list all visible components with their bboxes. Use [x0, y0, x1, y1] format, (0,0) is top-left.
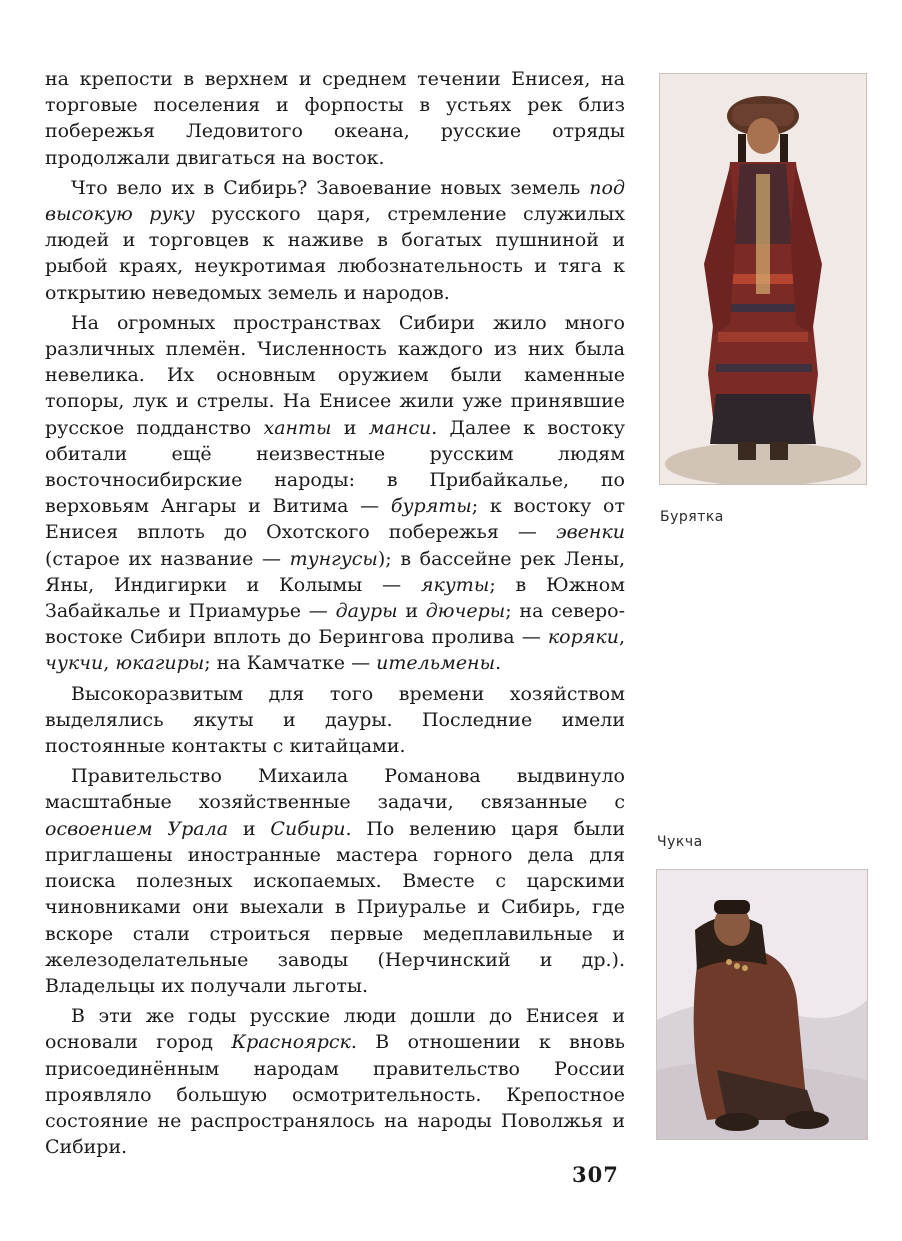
- italic-term: ханты: [263, 416, 332, 439]
- buryat-woman-picture: [660, 74, 866, 484]
- buryat-woman-illustration: [659, 73, 867, 485]
- paragraph: [45, 681, 625, 760]
- text-run: и: [331, 416, 369, 439]
- paragraph: [45, 175, 625, 306]
- text-run: и: [228, 817, 271, 840]
- paragraph: [45, 310, 625, 677]
- text-run: ; на Камчатке —: [204, 652, 377, 675]
- text-run: . По велению царя были приглашены иностранные мастера горного дела для поиска полезных ископаемых. Вместе с царскими чиновниками они выехали в Приуралье и Сибирь, где вскоре стали строиться первые медеплавильные и железоделательные заводы (Нерчинский и др.). Владельцы их получали льготы.: [45, 817, 625, 997]
- italic-term: освоением Урала: [45, 817, 229, 840]
- text-run: ; в Южном Забайкалье и Приамурье —: [45, 573, 625, 623]
- chukchi-man-picture: [657, 870, 867, 1139]
- text-run: ,: [103, 652, 116, 675]
- text-run: ); в бассейне рек Лены, Яны, Индигирки и Колымы —: [45, 547, 625, 596]
- italic-term: коряки: [547, 626, 619, 649]
- paragraph: [45, 763, 625, 999]
- italic-term: Сибири: [270, 817, 346, 840]
- text-run: На огромных пространствах Сибири жило много различных племён. Численность каждого из них была невелика. Их основным оружием были каменные топоры, лук и стрелы. На Енисее жили уже принявшие русское подданство: [45, 311, 625, 439]
- chukchi-caption: Чукча: [657, 834, 703, 850]
- text-run: Что вело их в Сибирь? Завоевание новых земель: [71, 176, 590, 199]
- italic-term: чукчи: [45, 652, 104, 675]
- text-run: В эти же годы русские люди дошли до Енисея и основали город: [45, 1005, 625, 1054]
- italic-term: Красноярск: [231, 1031, 351, 1054]
- buryat-caption: Бурятка: [660, 509, 724, 525]
- text-run: Высокоразвитым для того времени хозяйством выделялись якуты и дауры. Последние имели постоянные контакты с китайцами.: [45, 682, 625, 758]
- italic-term: под высокую руку: [45, 176, 625, 226]
- text-run: и: [397, 600, 426, 623]
- italic-term: дауры: [335, 600, 398, 623]
- text-run: русского царя, стремление служилых людей и торговцев к наживе в богатых пушниной и рыбой краях, неукротимая любознательность и тяга к открытию неведомых земель и народов.: [45, 203, 625, 304]
- italic-term: ительмены: [376, 652, 496, 675]
- italic-term: юкагиры: [115, 652, 205, 675]
- paragraph: [45, 1003, 625, 1160]
- italic-term: манси: [368, 416, 432, 439]
- italic-term: якуты: [420, 573, 490, 596]
- page-number: 307: [572, 1162, 619, 1187]
- text-run: ; на северо-востоке Сибири вплоть до Берингова пролива —: [45, 600, 625, 649]
- text-run: .: [495, 652, 502, 675]
- paragraph: [45, 66, 625, 171]
- text-run: (старое их название —: [45, 547, 290, 570]
- main-text: [45, 66, 625, 1164]
- text-run: . Далее к востоку обитали ещё неизвестные русским людям восточносибирские народы: в Прибайкалье, по верховьям Ангары и Витима —: [45, 416, 625, 518]
- italic-term: эвенки: [555, 521, 625, 544]
- italic-term: буряты: [390, 495, 472, 518]
- text-run: Правительство Михаила Романова выдвинуло масштабные хозяйственные задачи, связанные с: [45, 765, 625, 814]
- text-run: на крепости в верхнем и среднем течении Енисея, на торговые поселения и форпосты в устьях рек близ побережья Ледовитого океана, русские отряды продолжали двигаться на восток.: [45, 68, 625, 169]
- italic-term: тунгусы: [289, 547, 378, 570]
- text-run: ; к востоку от Енисея вплоть до Охотского побережья —: [45, 495, 625, 544]
- chukchi-man-illustration: [656, 869, 868, 1140]
- text-run: ,: [618, 626, 625, 649]
- text-run: . В отношении к вновь присоединённым народам правительство России проявляло большую осмотрительность. Крепостное состояние не распространялось на народы Поволжья и Сибири.: [45, 1031, 625, 1159]
- italic-term: дючеры: [425, 600, 506, 623]
